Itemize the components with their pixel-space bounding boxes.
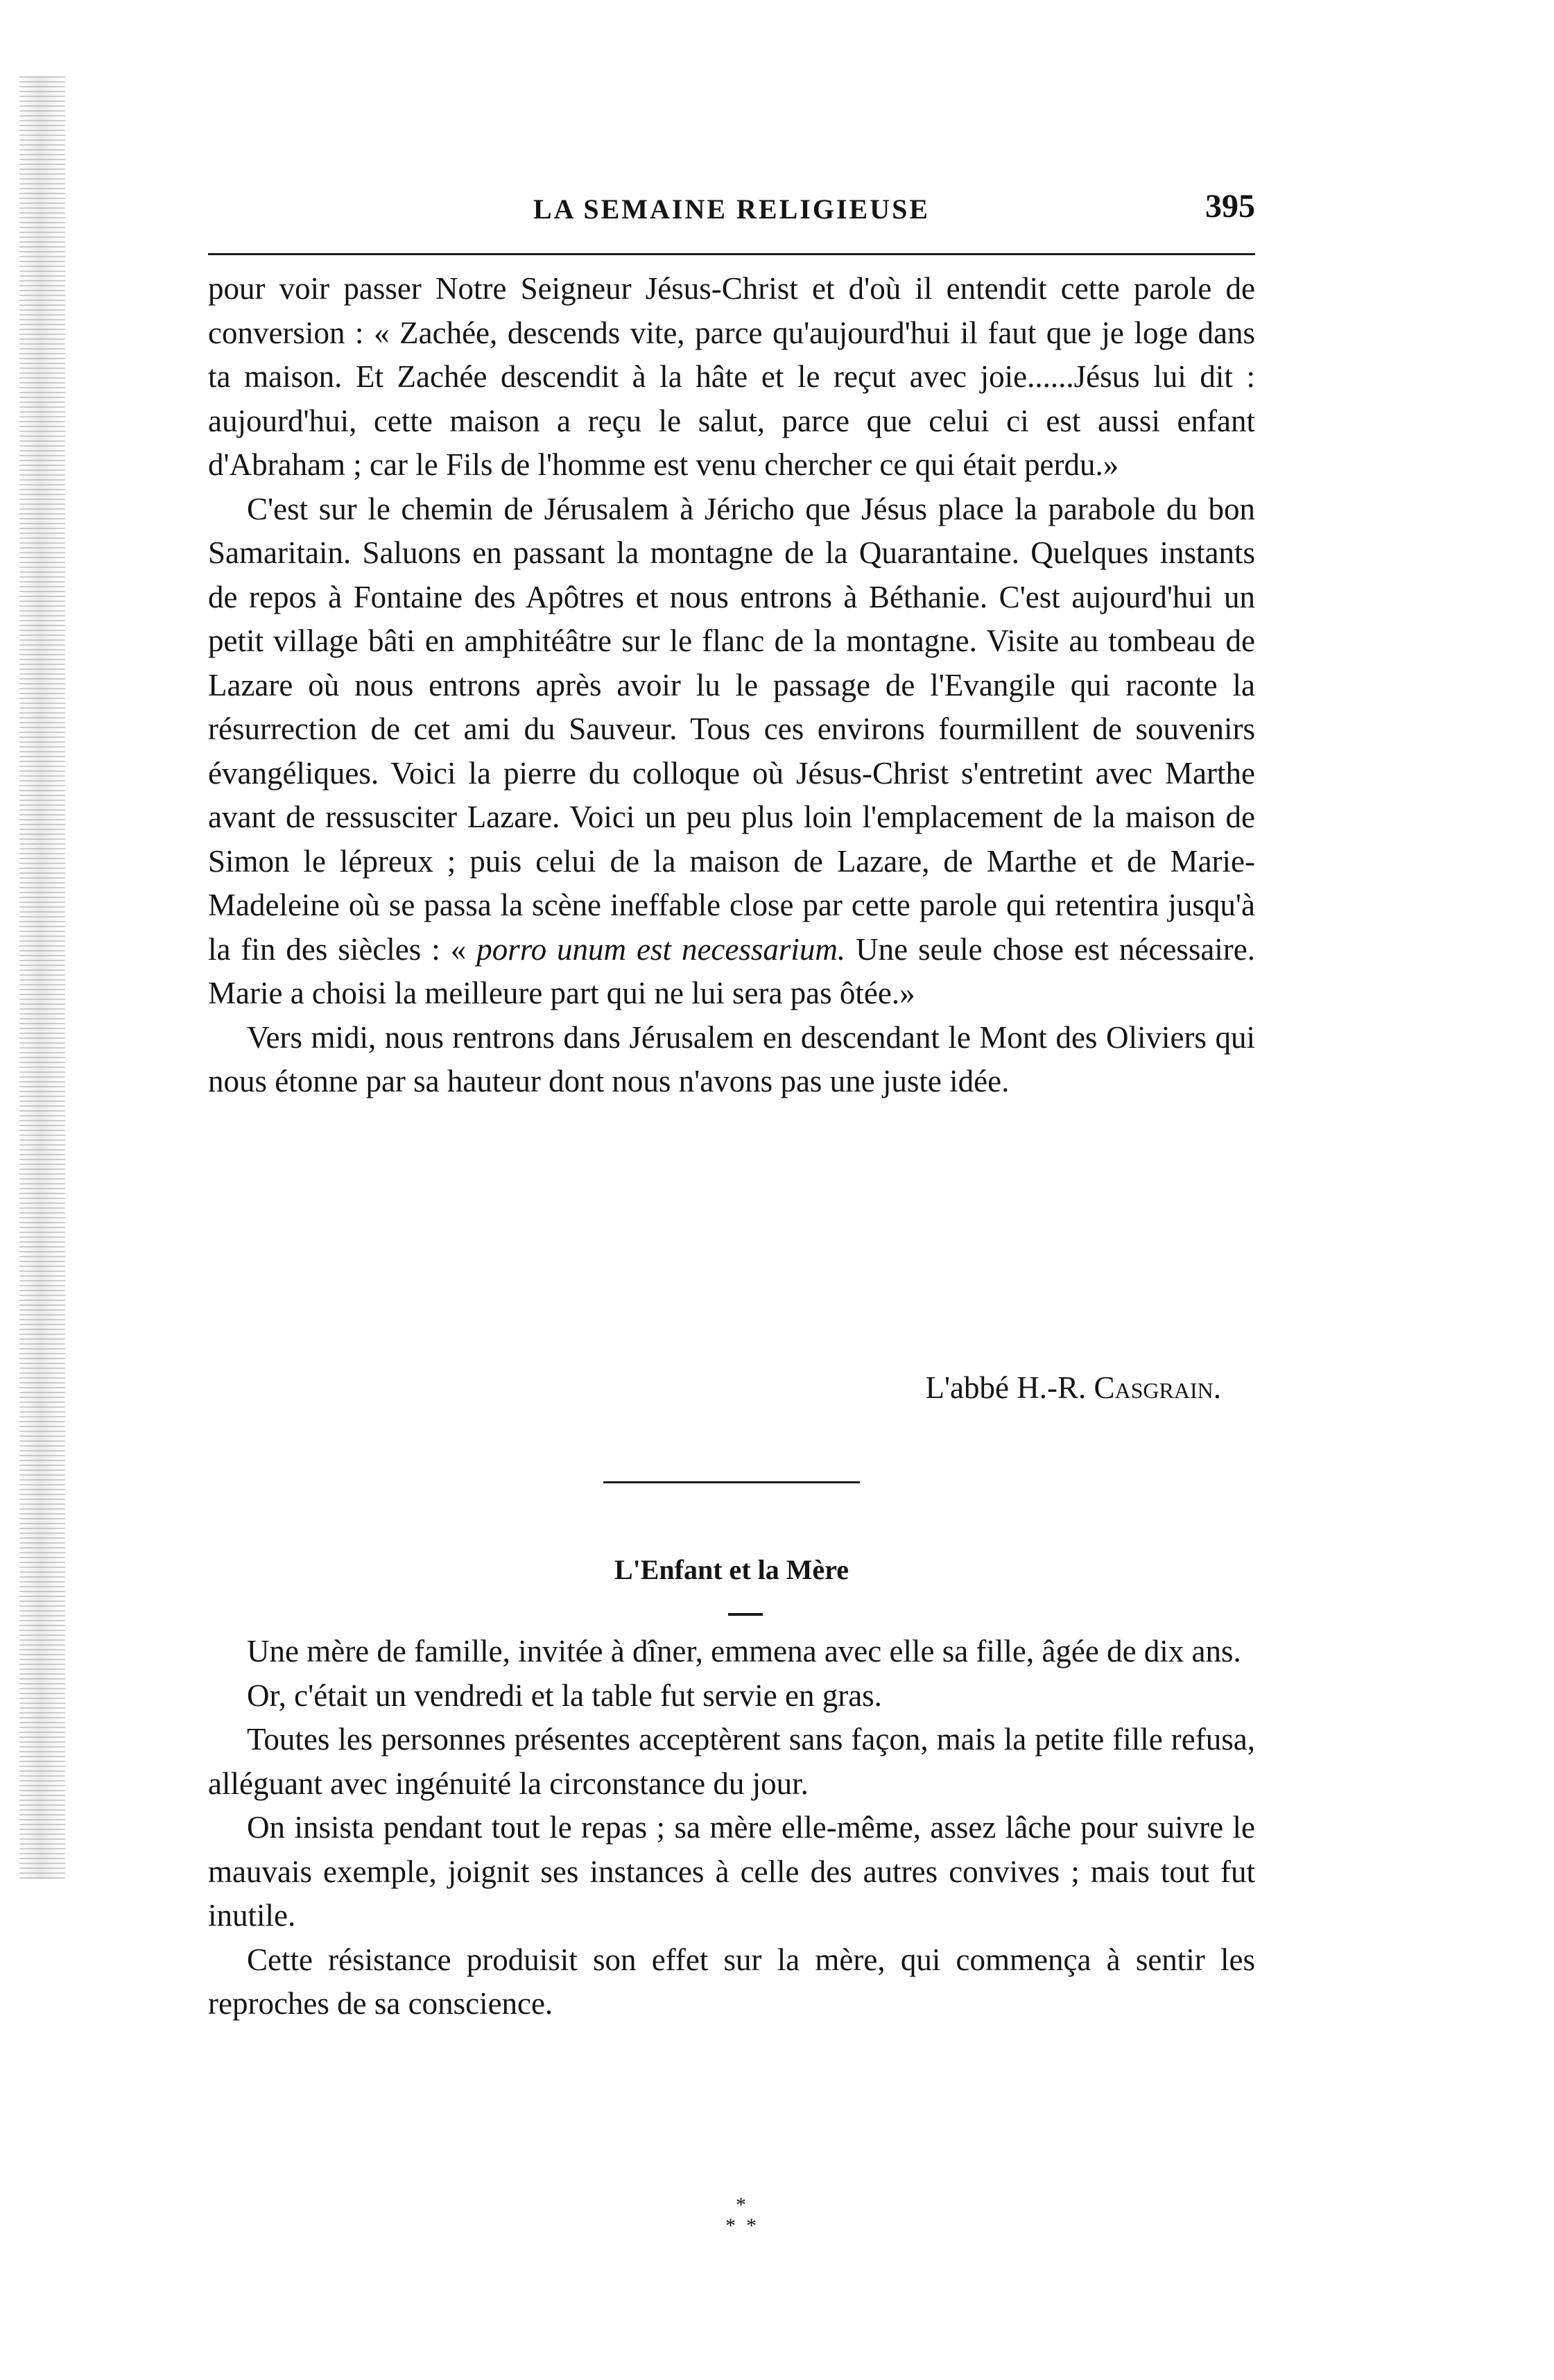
article-2-body [208, 1630, 1255, 2026]
paragraph: Or, c'était un vendredi et la table fut servie en gras. [247, 1678, 882, 1713]
page-number: 395 [1205, 188, 1255, 225]
signature-name: Casgrain. [1094, 1370, 1221, 1405]
paragraph-text: Une seule chose est nécessaire. Marie a choisi la meilleure part qui ne lui sera pas ôtée.» [208, 931, 1256, 1010]
paragraph: pour voir passer Notre Seigneur Jésus-Christ et d'où il entendit cette parole de conversion : « Zachée, descends vite, parce qu'aujourd'hui il faut que je loge dans ta maison. Et Zachée descendit à la hâte et le reçut avec joie......Jésus lui dit : aujourd'hui, cette maison a reçu le salut, parce que celui ci est aussi enfant d'Abraham ; car le Fils de l'homme est venu chercher ce qui était perdu.» [208, 271, 1255, 482]
paragraph: On insista pendant tout le repas ; sa mère elle-même, assez lâche pour suivre le mauvais exemple, joignit ses instances à celle des autres convives ; mais tout fut inutile. [208, 1810, 1255, 1933]
asterism-star: * [725, 2214, 736, 2237]
paragraph: Cette résistance produisit son effet sur la mère, qui commença à sentir les reproches de sa conscience. [208, 1942, 1255, 2021]
page-header [208, 187, 1255, 236]
article-2-title: L'Enfant et la Mère [614, 1554, 849, 1585]
asterism-star: * [746, 2214, 757, 2237]
section-separator [603, 1481, 860, 1483]
paragraph: C'est sur le chemin de Jérusalem à Jéricho que Jésus place la parabole du bon Samaritain. Saluons en passant la montagne de la Quarantaine. Quelques instants de repos à Fontaine des Apôtres et nous entrons à Béthanie. C'est aujourd'hui un petit village bâti en amphitéâtre sur le flanc de la montagne. Visite au tombeau de Lazare où nous entrons après avoir lu le passage de l'Evangile qui raconte la résurrection de cet ami du Sauveur. Tous ces environs fourmillent de souvenirs évangéliques. Voici la pierre du colloque où Jésus-Christ s'entretint avec Marthe avant de ressusciter Lazare. Voici un peu plus loin l'emplacement de la maison de Simon le lépreux ; puis celui de la maison de Lazare, de Marthe et de Marie-Madeleine où se passa la scène ineffable close par cette parole qui retentira jusqu'à la fin des siècles : « porro unum est necessarium. Une seule chose est nécessaire. Marie a choisi la meilleure part qui ne lui sera pas ôtée.» [208, 491, 1256, 1010]
header-rule [208, 253, 1255, 255]
paragraph: Vers midi, nous rentrons dans Jérusalem en descendant le Mont des Oliviers qui nous étonne par sa hauteur dont nous n'avons pas une juste idée. [208, 1019, 1255, 1098]
paragraph-text: C'est sur le chemin de Jérusalem à Jéricho que Jésus place la parabole du bon Samaritain. Saluons en passant la montagne de la Quarantaine. Quelques instants de repos à Fontaine des Apôtres et nous entrons à Béthanie. C'est aujourd'hui un petit village bâti en amphitéâtre sur le flanc de la montagne. Visite au tombeau de Lazare où nous entrons après avoir lu le passage de l'Evangile qui raconte la résurrection de cet ami du Sauveur. Tous ces environs fourmillent de souvenirs évangéliques. Voici la pierre du colloque où Jésus-Christ s'entretint avec Marthe avant de ressusciter Lazare. Voici un peu plus loin l'emplacement de la maison de Simon le lépreux ; puis celui de la maison de Lazare, de Marthe et de Marie-Madeleine où se passa la scène ineffable close par cette parole qui retentira jusqu'à la fin des siècles : [208, 491, 1255, 967]
paragraph: Toutes les personnes présentes acceptèrent sans façon, mais la petite fille refusa, alléguant avec ingénuité la circonstance du jour. [208, 1722, 1255, 1801]
paragraph: Une mère de famille, invitée à dîner, emmena avec elle sa fille, âgée de dix ans. [247, 1634, 1241, 1668]
title-dash [728, 1613, 763, 1616]
asterism-star: * [736, 2193, 746, 2216]
latin-quote: porro unum est necessarium. [476, 931, 846, 967]
scan-edge-artifact [19, 76, 65, 1879]
article-1-body [208, 267, 1255, 1104]
asterism-ornament [721, 2195, 763, 2243]
author-signature [925, 1370, 1221, 1406]
signature-prefix: L'abbé H.-R. [925, 1370, 1087, 1405]
running-title: LA SEMAINE RELIGIEUSE [533, 193, 931, 225]
